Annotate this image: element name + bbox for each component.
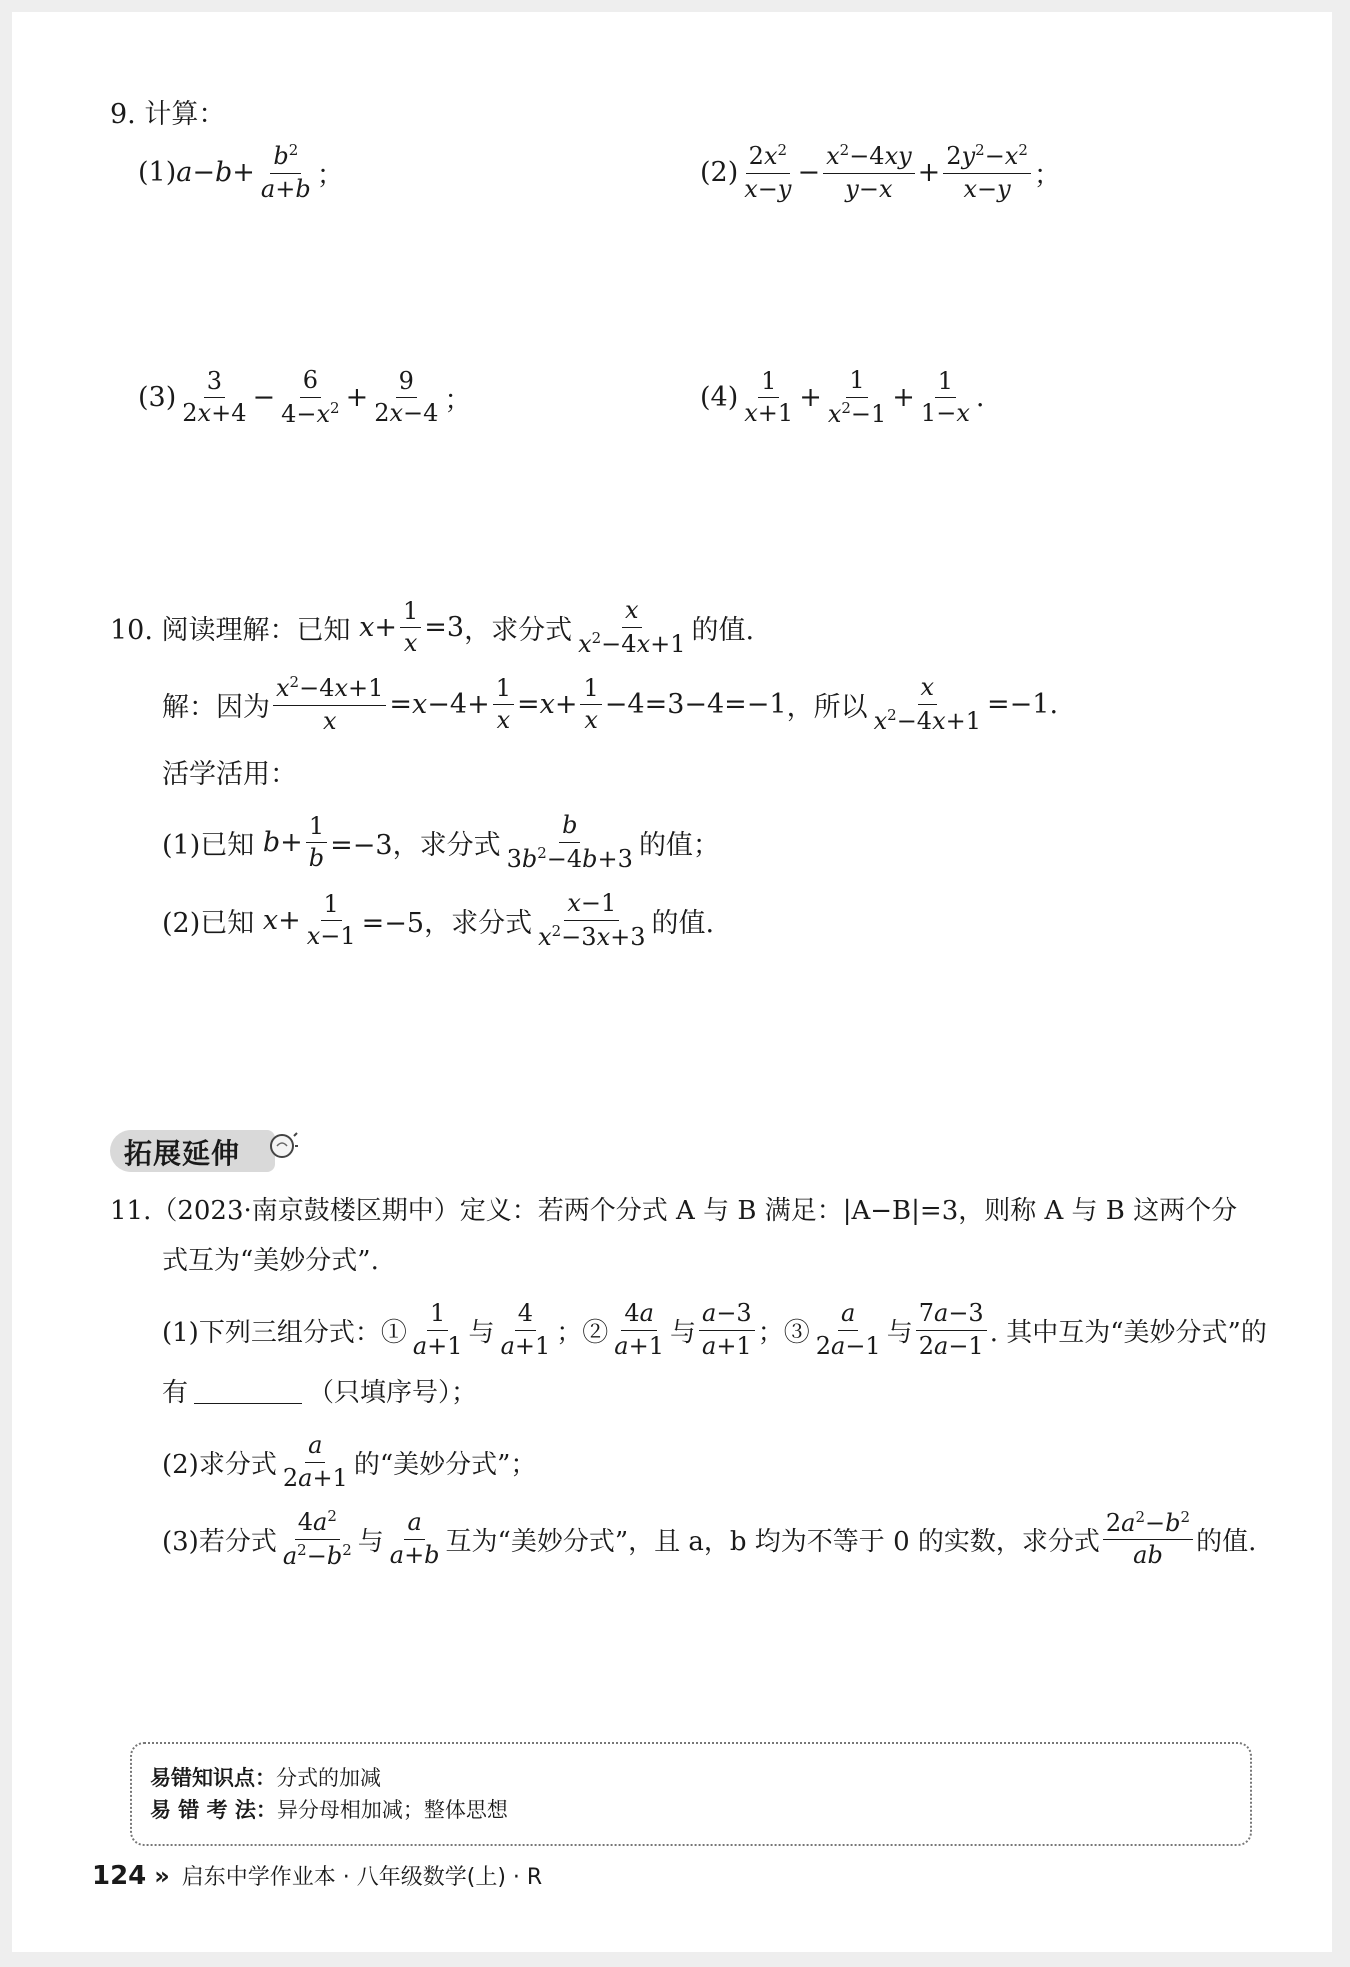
- q11-part3-mid: 互为“美妙分式”，且 a，b 均为不等于 0 的实数，求分式: [445, 1526, 1100, 1557]
- q10-part1-pre: (1)已知: [162, 830, 255, 862]
- section-badge: [110, 1124, 298, 1176]
- q9-part3: (3) $\frac{3}{2x+4}$ − $\frac{6}{4-x^2}$ + $\frac{9}{2x-4}$ ；: [138, 366, 472, 428]
- fraction: $\frac{b^2}{a+b}$: [260, 141, 311, 203]
- fraction: $\frac{x}{x^2-4x+1}$: [578, 596, 686, 658]
- q10-solution-end: =−1.: [987, 689, 1059, 721]
- q9-part2-label: (2): [700, 157, 739, 189]
- fraction: $\frac{2y^2-x^2}{x-y}$: [943, 142, 1031, 203]
- q9-heading: 9. 计算：: [110, 99, 226, 130]
- fraction: $\frac{x^2-4xy}{y-x}$: [823, 142, 915, 203]
- fraction: $\frac{1}{1-x}$: [920, 366, 970, 428]
- worksheet-page: [12, 12, 1332, 1952]
- fraction: $\frac{1}{x-1}$: [306, 889, 356, 951]
- q10-solution-head: 解：因为: [162, 692, 270, 724]
- lightbulb-icon: [268, 1128, 298, 1168]
- fraction: $\frac{4a^2}{a^2-b^2}$: [282, 1507, 352, 1570]
- q11-part2: [162, 1432, 536, 1492]
- q9-part1-expr: a−b+: [176, 157, 255, 189]
- tip-method-label: 易 错 考 法：: [150, 1798, 277, 1822]
- fraction: $\frac{2a^2-b^2}{ab}$: [1103, 1509, 1193, 1570]
- q10-heading: 10. 阅读理解：已知 x+ $\frac{1}{x}$ =3 ，求分式 $\frac{x}{x^2-4x+1}$ 的值.: [110, 596, 755, 658]
- q11-part1-pre: (1)下列三组分式：①: [162, 1317, 407, 1348]
- fraction: $\frac{a-3}{a+1}$: [699, 1300, 755, 1360]
- q10-part1: (1)已知 b+ $\frac{1}{b}$ =−3，求分式 $\frac{b}{3b^2-4b+3}$ 的值；: [162, 811, 720, 873]
- q10-heading-mid: ，求分式: [464, 615, 573, 647]
- q9-part4: (4) $\frac{1}{x+1}$ + $\frac{1}{x^2-1}$ + $\frac{1}{1-x}$ .: [700, 366, 985, 428]
- tip-method: [150, 1794, 508, 1824]
- fraction: $\frac{1}{x}$: [493, 675, 514, 735]
- fraction: $\frac{3}{2x+4}$: [182, 366, 247, 428]
- q11-part2-end: 的“美妙分式”；: [353, 1449, 537, 1480]
- page-number: 124: [92, 1860, 147, 1891]
- q10-heading-text: 10. 阅读理解：已知: [110, 615, 351, 647]
- fraction: $\frac{6}{4-x^2}$: [281, 366, 340, 428]
- fraction: $\frac{4a}{a+1}$: [614, 1299, 664, 1360]
- q9-part2: (2) $\frac{2x^2}{x-y}$ − $\frac{x^2-4xy}{y-x}$ + $\frac{2y^2-x^2}{x-y}$ ；: [700, 141, 1061, 203]
- fraction: $\frac{1}{a+1}$: [412, 1299, 463, 1360]
- q10-solution-mid: ，所以: [786, 692, 868, 724]
- q11-part3-pre: (3)若分式: [162, 1526, 277, 1557]
- q11-part3-end: 的值.: [1196, 1526, 1257, 1557]
- q10-part2-end: 的值.: [651, 908, 715, 940]
- fraction: $\frac{b}{3b^2-4b+3}$: [506, 811, 633, 873]
- tip-knowledge-value: 分式的加减: [276, 1766, 381, 1790]
- fraction: $\frac{x-1}{x^2-3x+3}$: [538, 889, 646, 951]
- q10-heading-end: 的值.: [691, 615, 755, 647]
- section-badge-title: 拓展延伸: [124, 1137, 241, 1170]
- q10-solution: 解：因为 $\frac{x^2-4x+1}{x}$ =x−4+ $\frac{1}{x}$ =x+ $\frac{1}{x}$ −4=3−4=−1 ，所以 $\frac{x}{x^2-4x+1}$ =−1.: [162, 673, 1059, 735]
- tip-knowledge: [150, 1762, 381, 1792]
- q11-part3: (3)若分式 $\frac{4a^2}{a^2-b^2}$ 与 $\frac{a}{a+b}$ 互为“美妙分式”，且 a，b 均为不等于 0 的实数，求分式 $\frac{2a^2-b^2}{ab}$ 的值.: [162, 1507, 1257, 1570]
- q10-part1-mid: =−3，求分式: [330, 830, 501, 862]
- q9-part1-label: (1): [138, 157, 177, 189]
- fraction: $\frac{a}{2a+1}$: [282, 1431, 348, 1492]
- fraction: $\frac{2x^2}{x-y}$: [744, 141, 792, 203]
- fraction: $\frac{4}{a+1}$: [500, 1299, 551, 1360]
- q11-heading-cont: 式互为“美妙分式”.: [162, 1246, 379, 1276]
- q11-part1-answer-line: 有 （只填序号）；: [162, 1378, 478, 1408]
- double-chevron-icon: »: [154, 1861, 170, 1890]
- q10-practice-label: 活学活用：: [162, 759, 297, 790]
- tip-method-value: 异分母相加减；整体思想: [276, 1798, 508, 1822]
- q11-part1-end: . 其中互为“美妙分式”的: [989, 1317, 1267, 1348]
- q11-heading: 11.（2023·南京鼓楼区期中）定义：若两个分式 A 与 B 满足：|A−B|=3，则称 A 与 B 这两个分: [110, 1196, 1238, 1226]
- fraction: $\frac{7a-3}{2a-1}$: [916, 1300, 987, 1360]
- fraction: $\frac{1}{b}$: [306, 813, 327, 873]
- q10-part1-end: 的值；: [638, 830, 720, 862]
- fraction: $\frac{a}{a+b}$: [389, 1508, 440, 1569]
- q10-part2-mid: =−5，求分式: [361, 908, 533, 940]
- error-tips-box: [130, 1742, 1252, 1846]
- fraction: $\frac{x}{x^2-4x+1}$: [873, 673, 982, 735]
- page-footer: [92, 1860, 542, 1891]
- q10-part2-pre: (2)已知: [162, 908, 255, 940]
- q10-part2: (2)已知 x+ $\frac{1}{x-1}$ =−5，求分式 $\frac{x-1}{x^2-3x+3}$ 的值.: [162, 889, 715, 951]
- fraction: $\frac{1}{x}$: [580, 675, 601, 735]
- answer-blank[interactable]: [194, 1377, 302, 1404]
- fraction: $\frac{1}{x+1}$: [744, 366, 794, 428]
- q9-part3-label: (3): [138, 382, 177, 414]
- fraction: $\frac{a}{2a-1}$: [815, 1299, 881, 1360]
- fraction: $\frac{x^2-4x+1}{x}$: [273, 674, 386, 735]
- fraction: $\frac{9}{2x-4}$: [374, 366, 439, 428]
- q9-part4-label: (4): [700, 382, 739, 414]
- book-title: 启东中学作业本 · 八年级数学(上) · R: [181, 1865, 543, 1890]
- q9-part1: (1) a−b+ $\frac{b^2}{a+b}$ ；: [138, 141, 344, 203]
- q11-part2-pre: (2)求分式: [162, 1449, 277, 1480]
- fraction: $\frac{1}{x^2-1}$: [827, 366, 887, 428]
- fraction: $\frac{1}{x}$: [400, 598, 421, 658]
- q11-part1: (1)下列三组分式：① $\frac{1}{a+1}$ 与 $\frac{4}{a+1}$ ；② $\frac{4a}{a+1}$ 与 $\frac{a-3}{a+1}$ ；③ $\frac{a}{2a-1}$ 与 $\frac{7a-3}{2a-1}$ . 其中互为“美妙分式”的: [162, 1299, 1267, 1360]
- tip-knowledge-label: 易错知识点：: [150, 1766, 276, 1790]
